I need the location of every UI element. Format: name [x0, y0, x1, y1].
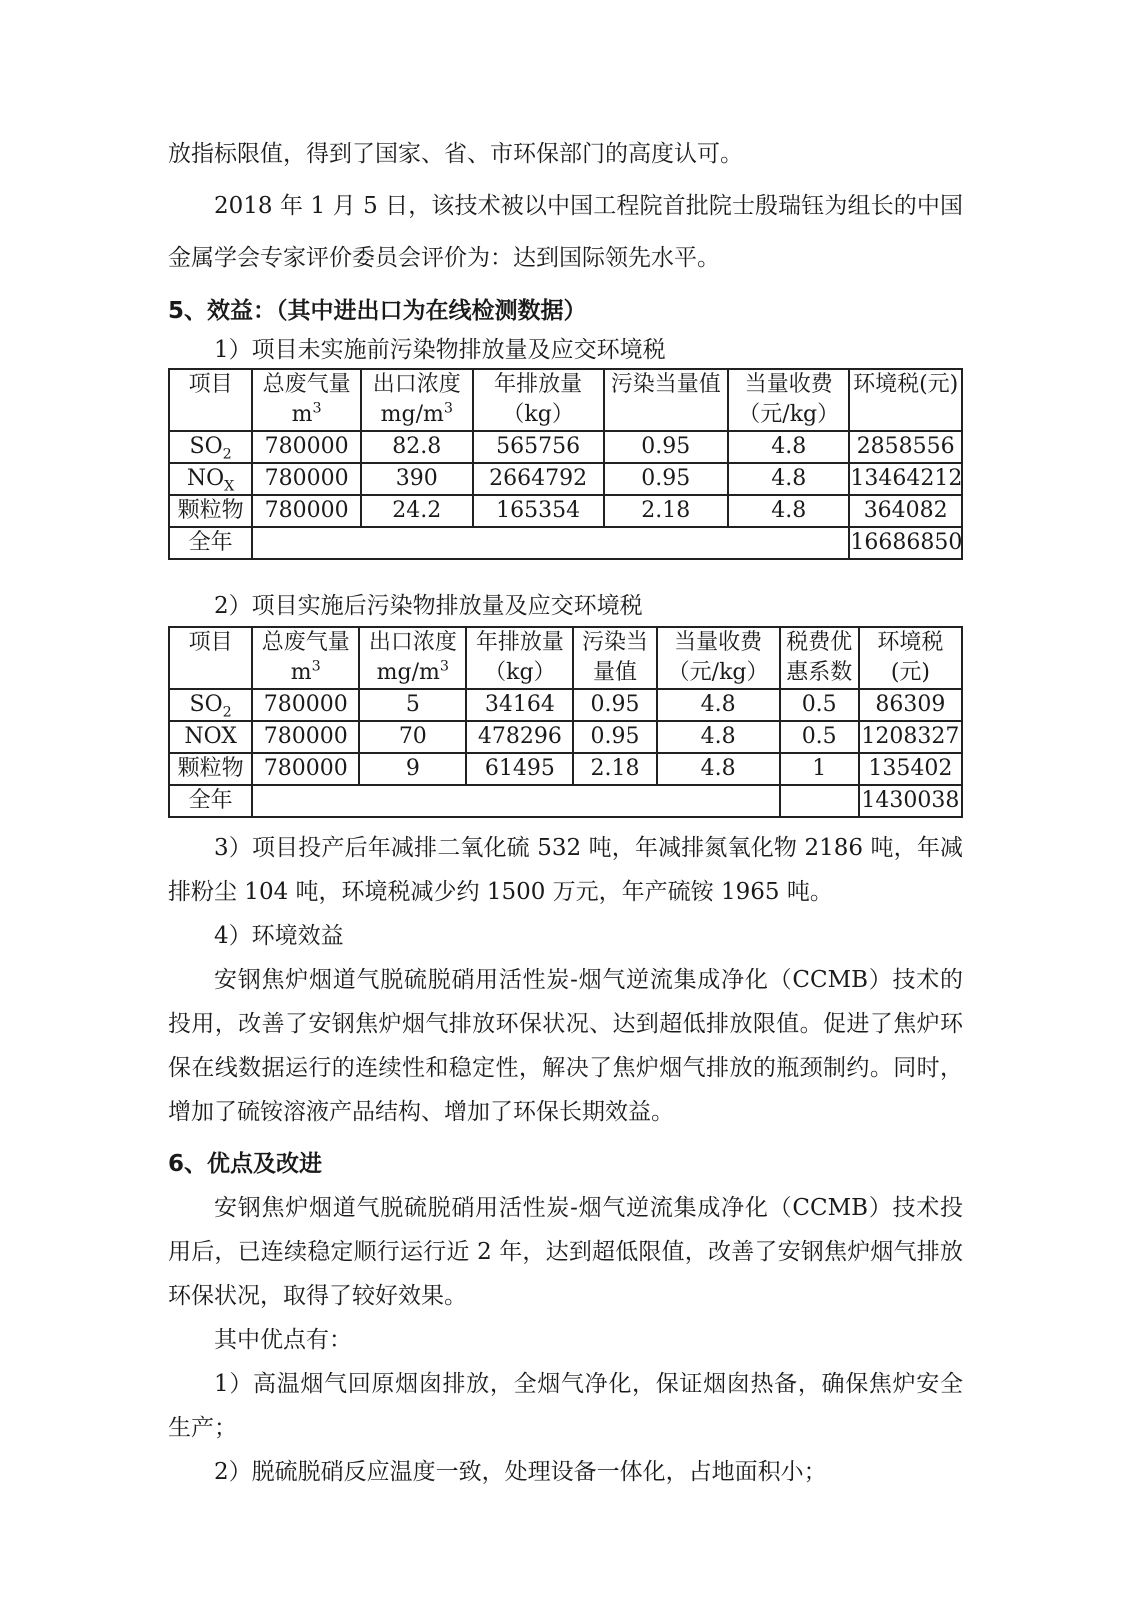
section-heading-advantages: 6、优点及改进	[168, 1151, 323, 1177]
table-cell: 0.95	[604, 463, 729, 495]
table-cell: 780000	[252, 753, 359, 785]
table-cell: 4.8	[657, 689, 780, 721]
table-cell: 0.95	[604, 431, 729, 463]
table-cell: 4.8	[728, 495, 849, 527]
table2-row-particulate	[169, 753, 962, 785]
paragraph-advantage-1: 1）高温烟气回原烟囱排放，全烟气净化，保证烟囱热备，确保焦炉安全生产；	[168, 1371, 963, 1441]
table-cell: 478296	[466, 721, 573, 753]
table-before-implementation	[168, 368, 963, 560]
table-cell: 364082	[849, 495, 962, 527]
table-cell: 390	[361, 463, 473, 495]
table1-row-nox	[169, 463, 962, 495]
row-label: 全年	[169, 785, 252, 817]
table-cell: 780000	[252, 689, 359, 721]
table-cell: 4.8	[728, 463, 849, 495]
paragraph-advantages-intro: 其中优点有：	[214, 1327, 352, 1353]
table-cell: 0.95	[573, 689, 656, 721]
table2-row-so2	[169, 689, 962, 721]
section-heading-benefits: 5、效益：（其中进出口为在线检测数据）	[168, 298, 587, 324]
table1-header-annual-emission: 年排放量 （kg）	[473, 369, 604, 431]
table2-caption: 2）项目实施后污染物排放量及应交环境税	[214, 593, 643, 619]
table1-header-env-tax: 环境税(元)	[849, 369, 962, 431]
spacer	[168, 818, 963, 826]
table1-header-total-gas: 总废气量 $m^3$	[252, 369, 361, 431]
row-label: 颗粒物	[169, 495, 252, 527]
table1-header-item: 项目	[169, 369, 252, 431]
table2-header-outlet-concentration: 出口浓度 $mg/m^3$	[359, 627, 466, 689]
merged-empty-cell	[252, 785, 779, 817]
table-cell: 0.95	[573, 721, 656, 753]
table-after-implementation	[168, 626, 963, 818]
table2-row-annual-total	[169, 785, 962, 817]
annual-total-value: 1430038	[859, 785, 962, 817]
row-label: $SO_2$	[169, 689, 252, 721]
table2-row-nox	[169, 721, 962, 753]
table-cell: 1208327	[859, 721, 962, 753]
table-cell: 2664792	[473, 463, 604, 495]
table1-caption: 1）项目未实施前污染物排放量及应交环境税	[214, 337, 666, 363]
row-label: $SO_2$	[169, 431, 252, 463]
table-cell: 24.2	[361, 495, 473, 527]
table1-header-row	[169, 369, 962, 431]
table1-header-pollution-equivalent: 污染当量值	[604, 369, 729, 431]
table-cell: 70	[359, 721, 466, 753]
table1-row-particulate	[169, 495, 962, 527]
table-cell: 2858556	[849, 431, 962, 463]
table-cell: 4.8	[657, 753, 780, 785]
row-label: 颗粒物	[169, 753, 252, 785]
paragraph-operation-result: 安钢焦炉烟道气脱硫脱硝用活性炭-烟气逆流集成净化（CCMB）技术投用后，已连续稳定顺行运行近 2 年，达到超低限值，改善了安钢焦炉烟气排放环保状况，取得了较好效果。	[168, 1195, 963, 1309]
table-cell: 86309	[859, 689, 962, 721]
table1-header-outlet-concentration: 出口浓度 $mg/m^3$	[361, 369, 473, 431]
table2-header-env-tax: 环境税 (元)	[859, 627, 962, 689]
table-cell: 1	[780, 753, 859, 785]
table2-header-annual-emission: 年排放量 （kg）	[466, 627, 573, 689]
table-cell: 61495	[466, 753, 573, 785]
table1-header-equivalent-fee: 当量收费 （元/kg）	[728, 369, 849, 431]
merged-empty-cell	[252, 527, 849, 559]
table2-header-row	[169, 627, 962, 689]
empty-cell	[780, 785, 859, 817]
subheading-env-benefit: 4）环境效益	[214, 923, 344, 949]
table-cell: 780000	[252, 721, 359, 753]
table-cell: 4.8	[728, 431, 849, 463]
table1-row-annual-total	[169, 527, 962, 559]
table-cell: 5	[359, 689, 466, 721]
table-cell: 165354	[473, 495, 604, 527]
table-cell: 9	[359, 753, 466, 785]
paragraph-emission-reduction: 3）项目投产后年减排二氧化硫 532 吨，年减排氮氧化物 2186 吨，年减排粉尘 104 吨，环境税减少约 1500 万元，年产硫铵 1965 吨。	[168, 835, 963, 905]
annual-total-value: 16686850	[849, 527, 962, 559]
table1-row-so2	[169, 431, 962, 463]
table2-header-total-gas: 总废气量 $m^3$	[252, 627, 359, 689]
table-cell: 2.18	[604, 495, 729, 527]
paragraph-approval: 放指标限值，得到了国家、省、市环保部门的高度认可。	[168, 141, 743, 167]
table2-header-pollution-equivalent: 污染当 量值	[573, 627, 656, 689]
paragraph-env-benefit: 安钢焦炉烟道气脱硫脱硝用活性炭-烟气逆流集成净化（CCMB）技术的投用，改善了安钢焦炉烟气排放环保状况、达到超低排放限值。促进了焦炉环保在线数据运行的连续性和稳定性，解决了焦炉烟气排放的瓶颈制约。同时，增加了硫铵溶液产品结构、增加了环保长期效益。	[168, 967, 963, 1125]
table-cell: 780000	[252, 431, 361, 463]
row-label: 全年	[169, 527, 252, 559]
table2-header-tax-discount: 税费优 惠系数	[780, 627, 859, 689]
paragraph-advantage-2: 2）脱硫脱硝反应温度一致，处理设备一体化，占地面积小；	[214, 1459, 827, 1485]
table-cell: 4.8	[657, 721, 780, 753]
table-cell: 135402	[859, 753, 962, 785]
table-cell: 780000	[252, 495, 361, 527]
row-label: NOX	[169, 721, 252, 753]
table2-header-equivalent-fee: 当量收费 （元/kg）	[657, 627, 780, 689]
table-cell: 0.5	[780, 721, 859, 753]
table-cell: 780000	[252, 463, 361, 495]
table-cell: 34164	[466, 689, 573, 721]
paragraph-evaluation: 2018 年 1 月 5 日，该技术被以中国工程院首批院士殷瑞钰为组长的中国金属学会专家评价委员会评价为：达到国际领先水平。	[168, 193, 963, 271]
table-cell: 565756	[473, 431, 604, 463]
table-cell: 82.8	[361, 431, 473, 463]
table2-header-item: 项目	[169, 627, 252, 689]
row-label: $NO_X$	[169, 463, 252, 495]
table-cell: 0.5	[780, 689, 859, 721]
table-cell: 13464212	[849, 463, 962, 495]
table-cell: 2.18	[573, 753, 656, 785]
